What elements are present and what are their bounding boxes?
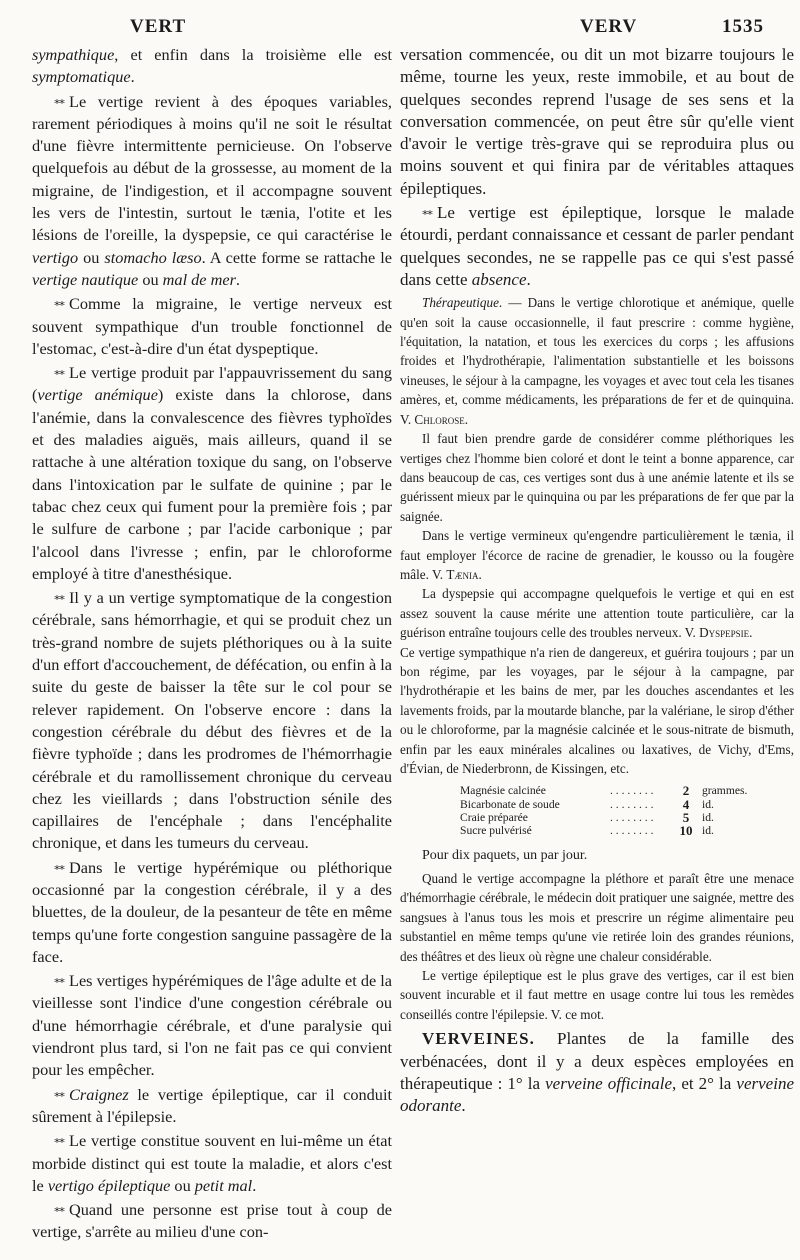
asterism-mark: ⁎⁎	[422, 204, 432, 219]
paragraph	[32, 855, 392, 968]
text-run: . — Dans le vertige chlorotique et anémique, quelle qu'en soit la cause occasionnelle, il faut prescrire : comme hygiène, l'équitation, la natation, et tous les exercices du corps ; les affusions froides et l'hydrothérapie, l'alimentation substantielle et les boissons vineuses, le séjour à la campagne, les voyages et avec tout cela les tisanes amères, et, comme médicaments, les préparations de fer et de quinquina. V.	[400, 295, 794, 427]
asterism-mark: ⁎⁎	[54, 364, 64, 379]
ingredient-quantity: 2	[682, 783, 690, 799]
ingredient-quantity: 10	[679, 823, 693, 839]
italic-text: verveine odorante	[400, 1073, 794, 1116]
paragraph	[400, 966, 794, 1024]
text-run: .	[235, 269, 240, 289]
cross-reference: Tænia	[446, 566, 479, 582]
ingredient-name: Magnésie calcinée	[460, 784, 546, 798]
paragraph	[400, 526, 794, 584]
text-run: .	[252, 1175, 257, 1195]
paragraph	[32, 89, 392, 292]
prescription-row	[460, 811, 794, 824]
text-run: .	[749, 625, 753, 641]
paragraph	[32, 585, 392, 855]
text-run: Comme la migraine, le vertige nerveux est souvent sympathique d'un trouble fonctionnel de l'estomac, c'est-à-dire d'un état dyspeptique.	[32, 294, 392, 358]
asterism-mark: ⁎⁎	[54, 295, 64, 310]
italic-text: stomacho læso	[104, 247, 202, 267]
paragraph	[32, 44, 392, 89]
asterism-mark: ⁎⁎	[54, 972, 64, 987]
paragraph	[400, 869, 794, 966]
text-run: Dans le vertige hypérémique ou pléthorique occasionné par la congestion cérébrale, il y a des bluettes, de la douleur, de la pesanteur de tête en même temps qu'une forte congestion sanguine passagère de la face.	[32, 857, 392, 966]
italic-text: symptomatique	[32, 67, 131, 87]
ingredient-quantity: 4	[682, 796, 690, 812]
text-run: Dans le vertige vermineux qu'engendre particulièrement le tænia, il faut employer l'écorce de racine de grenadier, le kousso ou la fougère mâle. V.	[400, 528, 794, 582]
right-column	[400, 44, 794, 1117]
asterism-mark: ⁎⁎	[54, 589, 64, 604]
leader-dots: . . . . . . . .	[610, 797, 654, 811]
italic-text: Craignez	[69, 1084, 129, 1104]
paragraph	[32, 968, 392, 1081]
left-column	[32, 44, 392, 1244]
headword: VERVEINES.	[422, 1029, 535, 1049]
prescription-row	[460, 824, 794, 837]
text-run: ou	[170, 1175, 195, 1195]
asterism-mark: ⁎⁎	[54, 1085, 64, 1100]
text-run: .	[464, 411, 469, 427]
leader-dots: . . . . . . . .	[610, 824, 654, 838]
prescription-row	[460, 798, 794, 811]
right-running-title: VERV	[580, 16, 638, 37]
text-run: Le vertige épileptique est le plus grave des vertiges, car il est bien souvent incurable et il faut mettre en usage contre lui tous les remèdes conseillés contre l'épilepsie. V. ce mot.	[400, 968, 794, 1022]
asterism-mark: ⁎⁎	[54, 858, 64, 873]
cross-reference: Dyspepsie	[699, 625, 750, 641]
paragraph	[400, 643, 794, 779]
dose-instruction: Pour dix paquets, un par jour.	[422, 847, 588, 863]
italic-text: verveine officinale	[545, 1073, 672, 1093]
italic-text: vertigo	[32, 247, 79, 267]
paragraph	[32, 1128, 392, 1197]
leader-dots: . . . . . . . .	[610, 811, 654, 825]
paragraph	[400, 293, 794, 429]
left-running-title: VERT	[130, 16, 187, 37]
text-run: Les vertiges hypérémiques de l'âge adulte et de la vieillesse sont l'indice d'une congestion cérébrale ou d'une hémorrhagie cérébrale, et d'une paralysie qui viendront plus tard, si l'on ne fait pas ce qui convient pour les empêcher.	[32, 971, 393, 1080]
text-run: .	[130, 67, 135, 87]
text-run: le vertige épileptique, car il conduit sûrement à l'épilepsie.	[32, 1084, 392, 1126]
entry-verveines	[400, 1028, 794, 1117]
text-run: ou	[138, 269, 163, 289]
running-header	[0, 6, 800, 44]
text-run: ou	[78, 247, 105, 267]
text-run: Quand une personne est prise tout à coup de vertige, s'arrête au milieu d'une con-	[32, 1200, 392, 1242]
cross-reference: Chlorose	[414, 411, 465, 427]
paragraph	[400, 1028, 794, 1117]
italic-text: vertige nautique	[32, 269, 139, 289]
paragraph	[400, 44, 794, 200]
italic-text: vertige anémique	[37, 385, 158, 405]
page-number: 1535	[722, 16, 764, 37]
asterism-mark: ⁎⁎	[54, 1201, 64, 1216]
text-run: Plantes de la famille des verbénacées, dont il y a deux espèces employées en thérapeutique : 1° la	[400, 1029, 794, 1093]
text-run: ) existe dans la chlorose, dans l'anémie, dans la convalescence des fièvres typhoïdes et des maladies aiguës, mais ailleurs, quand il se rattache à une altération toxique du sang, on l'observe dans l'intoxication par le sulfate de quinine ; par le tabac chez ceux qui fument pour la première fois ; par le sulfure de carbone ; par l'acide carbonique ; par l'alcool dans l'ivresse ; enfin, par le chloroforme employé à titre d'anesthésique.	[32, 385, 392, 583]
text-run: Le vertige revient à des époques variables, rarement périodiques à moins qu'il ne soit le résultat d'une fièvre intermittente pernicieuse. On l'observe quelquefois au début de la grossesse, au moment de la migraine, de l'indigestion, et il accompagne souvent les vers de l'intestin, surtout le tænia, l'otite et les lésions de l'oreille, la dyspepsie, ce qui caractérise le	[32, 91, 392, 245]
text-run: Quand le vertige accompagne la pléthore et paraît être une menace d'hémorrhagie cérébrale, le médecin doit pratiquer une saignée, mettre des sangsues à l'anus tous les mois et prescrire un régime alimentaire peu substantiel en même temps qu'une vie retirée loin des grandes réunions, des théâtres et des lieux où règne une chaleur considérable.	[400, 871, 794, 964]
text-run: , et enfin dans la troisième elle est	[114, 45, 392, 64]
therapeutics-block	[400, 293, 794, 1024]
prescription-table	[460, 784, 794, 837]
text-run: Le vertige constitue souvent en lui-même un état morbide distinct qui est toute la maladie, et alors c'est le	[32, 1131, 392, 1195]
asterism-mark: ⁎⁎	[54, 1132, 64, 1147]
text-run: .	[478, 566, 482, 582]
text-run: Il y a un vertige symptomatique de la congestion cérébrale, sans hémorrhagie, et qui se produit chez un très-grand nombre de sujets pléthoriques ou à la suite d'un effort d'accouchement, de défécation, ou enfin à la suite du geste de baisser la tête sur le col pour se relever rapidement. On l'observe encore : dans la congestion cérébrale du début des fièvres et de la fièvre typhoïde ; dans les prodromes de l'hémorrhagie cérébrale et du ramollissement chronique du cerveau chez les vieillards ; dans l'obstruction sénile des capillaires de l'encéphale ; dans l'encéphalite chronique, et dans les tumeurs du cerveau.	[32, 588, 392, 853]
ingredient-name: Craie préparée	[460, 811, 528, 825]
ingredient-unit: id.	[702, 797, 714, 811]
text-run: Le vertige produit par l'appauvrissement du sang (	[32, 363, 392, 405]
text-run: Le vertige est épileptique, lorsque le malade étourdi, perdant connaissance et cessant de parler pendant quelques secondes, ne se rappelle pas ce qui s'est passé dans cette	[400, 203, 794, 289]
paragraph	[32, 360, 392, 585]
ingredient-unit: id.	[702, 811, 714, 825]
ingredient-unit: id.	[702, 824, 714, 838]
ingredient-name: Sucre pulvérisé	[460, 824, 532, 838]
paragraph	[32, 291, 392, 360]
text-run: .	[461, 1096, 466, 1116]
italic-text: petit mal	[194, 1175, 253, 1195]
italic-text: mal de mer	[162, 269, 236, 289]
ingredient-quantity: 5	[682, 810, 690, 826]
paragraph	[400, 584, 794, 642]
paragraph	[400, 429, 794, 526]
italic-text: vertigo épileptique	[47, 1175, 171, 1195]
italic-text: Thérapeutique	[422, 295, 499, 311]
text-run: versation commencée, ou dit un mot bizarre toujours le même, tourne les yeux, reste immobile, et au bout de quelques secondes reprend l'usage de ses sens et la conversation commencée, on peut être sûr qu'elle vient d'avoir le vertige très-grave qui se reproduira plus ou moins souvent et qui finira par de véritables attaques épileptiques.	[400, 45, 794, 198]
asterism-mark: ⁎⁎	[54, 92, 64, 107]
paragraph	[32, 1197, 392, 1244]
prescription-row	[460, 784, 794, 797]
paragraph	[32, 1082, 392, 1129]
text-run: La dyspepsie qui accompagne quelquefois le vertige et qui en est assez souvent la cause mérite une attention toute particulière, car la guérison entraîne toujours celle des troubles nerveux. V.	[400, 586, 794, 641]
ingredient-name: Bicarbonate de soude	[460, 797, 560, 811]
italic-text: sympathique	[32, 45, 115, 64]
text-run: , et 2° la	[672, 1073, 737, 1093]
ingredient-unit: grammes.	[702, 784, 748, 798]
italic-text: absence	[471, 269, 527, 289]
text-run: Ce vertige sympathique n'a rien de dangereux, et guérira toujours ; par un bon régime, par les voyages, par le séjour à la campagne, par l'hydrothérapie et les bains de mer, par les douches ascendantes et les lavements froids, par la moutarde blanche, par la valériane, le sirop d'éther ou le chloroforme, par la magnésie calcinée et le sous-nitrate de bismuth, enfin par les eaux minérales alcalines ou laxatives, de Vichy, d'Ems, d'Évian, de Niederbronn, de Kissingen, etc.	[400, 644, 794, 777]
text-run: . A cette forme se rattache le	[201, 247, 392, 267]
large-text-block	[400, 44, 794, 291]
text-run: .	[526, 269, 531, 289]
text-run: Il faut bien prendre garde de considérer comme pléthoriques les vertiges chez l'homme bien coloré et dont le teint a bonne apparence, car dans beaucoup de cas, ces vertiges sont dus à une anémie latente et ils se guérissent mieux par le quinquina ou par les préparations de fer que par la saignée.	[400, 431, 794, 524]
paragraph	[400, 200, 794, 291]
leader-dots: . . . . . . . .	[610, 784, 654, 798]
